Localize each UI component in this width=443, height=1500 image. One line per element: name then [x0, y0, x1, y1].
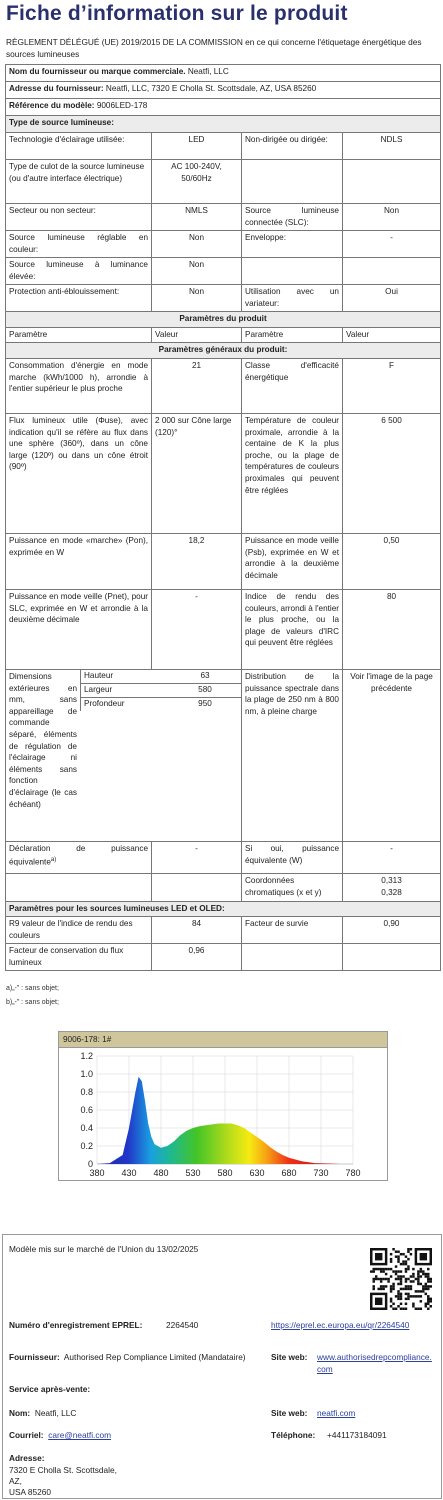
- mail-link[interactable]: care@neatfi.com: [48, 1430, 112, 1440]
- name-label: Nom:: [9, 1408, 31, 1418]
- site-label: Site web:: [271, 1408, 308, 1418]
- address-row: [6, 82, 441, 99]
- param-label: Température de couleur proximale, arrondie à la centaine de K la plus proche, ou la plage de températures de couleurs proximales qui peuvent être réglées: [242, 414, 343, 534]
- dimensions-subtable: [80, 670, 241, 841]
- addr-line: AZ,: [9, 1476, 22, 1486]
- dimension-row: [80, 670, 241, 684]
- param-label: Distribution de la puissance spectrale dans la plage de 250 nm à 800 nm, à pleine charge: [242, 670, 343, 842]
- type-value: Non: [152, 285, 242, 312]
- param-value: 0,50: [343, 534, 441, 590]
- y-tick-label: 0.2: [80, 1141, 93, 1151]
- name-line: [9, 1408, 76, 1420]
- y-tick-label: 1.0: [80, 1069, 93, 1079]
- y-tick-label: 0: [87, 1159, 93, 1169]
- param-label: Puissance en mode veille (Pnet), pour SLC, exprimée en W et arrondie à la deuxième décimale: [6, 590, 152, 670]
- param-value: 80: [343, 590, 441, 670]
- product-params-header: Paramètres du produit: [6, 312, 441, 328]
- type-label: Source lumineuse réglable en couleur:: [6, 231, 152, 258]
- led-params-header: Paramètres pour les sources lumineuses LED et OLED:: [6, 902, 441, 917]
- site-link[interactable]: neatfi.com: [317, 1408, 356, 1418]
- type-label: Source lumineuse connectée (SLC):: [242, 204, 343, 231]
- address-value: Neatfi, LLC, 7320 E Cholla St. Scottsdale, AZ, USA 85260: [105, 84, 317, 93]
- param-value: [343, 874, 441, 902]
- type-value: NMLS: [152, 204, 242, 231]
- col-header: Paramètre: [242, 328, 343, 343]
- dimension-name: Largeur: [84, 685, 113, 694]
- param-value: 6 500: [343, 414, 441, 534]
- dimension-row: [80, 684, 241, 698]
- type-value: Non: [152, 258, 242, 285]
- address-label: Adresse du fournisseur:: [9, 84, 104, 93]
- dimension-name: Profondeur: [84, 699, 125, 708]
- model-label: Référence du modèle:: [9, 101, 95, 110]
- param-label: [6, 842, 152, 874]
- param-value: 21: [152, 359, 242, 414]
- dimension-row: [80, 698, 241, 711]
- dimension-value: 63: [200, 671, 210, 680]
- footnote-a: a)„-‟ : sans objet;: [6, 985, 59, 992]
- eprel-link[interactable]: https://eprel.ec.europa.eu/qr/2264540: [271, 1320, 410, 1330]
- y-tick-label: 1.2: [80, 1051, 93, 1061]
- param-label: Puissance en mode «marche» (Pon), exprimée en W: [6, 534, 152, 590]
- param-label: Classe d'efficacité énergétique: [242, 359, 343, 414]
- param-label: Coordonnées chromatiques (x et y): [242, 874, 343, 902]
- chroma-x: 0,313: [381, 876, 402, 885]
- model-value: 9006LED-178: [96, 101, 148, 110]
- equiv-label: Déclaration de puissance équivalente: [9, 844, 148, 867]
- mail-label: Courriel:: [9, 1430, 44, 1440]
- y-tick-label: 0.6: [80, 1105, 93, 1115]
- type-label: Source lumineuse à luminance élevée:: [6, 258, 152, 285]
- dimensions-label: Dimensions extérieures en mm, sans appareillage de commande séparé, éléments de régulation de l'éclairage ni éléments sans fonction d'éclairage (le cas échéant): [9, 672, 77, 809]
- spectrum-chart: [58, 1031, 388, 1181]
- name-value: Neatfi, LLC: [34, 1408, 77, 1418]
- param-value: F: [343, 359, 441, 414]
- type-value: LED: [152, 133, 242, 160]
- supplier-line: [9, 1352, 259, 1364]
- x-tick-label: 630: [249, 1168, 265, 1178]
- type-value: NDLS: [343, 133, 441, 160]
- col-header: Paramètre: [6, 328, 152, 343]
- phone-value: +441173184091: [327, 1430, 387, 1440]
- empty-cell: [152, 874, 242, 902]
- col-header: Valeur: [152, 328, 242, 343]
- chroma-y: 0,328: [381, 887, 402, 897]
- type-value: [343, 160, 441, 204]
- dimension-value: 950: [198, 699, 212, 708]
- param-value: -: [152, 842, 242, 874]
- supplier-label: Fournisseur:: [9, 1352, 60, 1362]
- supplier-value: Authorised Rep Compliance Limited (Mandataire): [63, 1352, 246, 1362]
- footnote-ref: a): [50, 856, 57, 863]
- dimension-value: 580: [198, 685, 212, 694]
- x-tick-label: 530: [185, 1168, 201, 1178]
- param-value: 0,90: [343, 917, 441, 944]
- param-value: Voir l'image de la page précédente: [343, 670, 441, 842]
- dimensions-cell: [6, 670, 242, 842]
- param-value: -: [152, 590, 242, 670]
- model-row: [6, 99, 441, 116]
- param-label: Consommation d'énergie en mode marche (kWh/1000 h), arrondie à l'entier supérieur le plus proche: [6, 359, 152, 414]
- param-value: 2 000 sur Cône large (120)°: [152, 414, 242, 534]
- type-label: [242, 258, 343, 285]
- supplier-row: [6, 65, 441, 82]
- general-params-header: Paramètres généraux du produit:: [6, 343, 441, 359]
- type-header: Type de source lumineuse:: [6, 116, 441, 133]
- type-value: Oui: [343, 285, 441, 312]
- type-label: Utilisation avec un variateur:: [242, 285, 343, 312]
- param-value: [343, 944, 441, 971]
- y-tick-label: 0.4: [80, 1123, 93, 1133]
- param-value: 18,2: [152, 534, 242, 590]
- x-tick-label: 430: [121, 1168, 137, 1178]
- cap-type-sub: (ou d'autre interface électrique): [9, 173, 123, 183]
- x-tick-label: 780: [345, 1168, 361, 1178]
- empty-cell: [6, 874, 152, 902]
- param-label: Si oui, puissance équivalente (W): [242, 842, 343, 874]
- site-label: Site web:: [271, 1352, 308, 1362]
- type-label: Enveloppe:: [242, 231, 343, 258]
- type-label: [6, 160, 152, 204]
- regulation-text: RÈGLEMENT DÉLÉGUÉ (UE) 2019/2015 DE LA COMMISSION en ce qui concerne l'étiquetage énergétique des sources lumineuses: [6, 37, 422, 59]
- phone-label: Téléphone:: [271, 1430, 316, 1440]
- mail-line: [9, 1430, 111, 1442]
- product-info-table: [5, 64, 441, 971]
- footnote-b: b)„-‟ : sans objet;: [6, 999, 59, 1006]
- spectrum-plot: [59, 1048, 387, 1180]
- param-label: Indice de rendu des couleurs, arrondi à l'entier le plus proche, ou la plage de valeurs d'IRC qui peuvent être réglées: [242, 590, 343, 670]
- param-value: 84: [152, 917, 242, 944]
- addr-label: Adresse:: [9, 1453, 45, 1463]
- site-link[interactable]: www.authorisedrepcompliance.com: [317, 1352, 432, 1374]
- addr-line: 7320 E Cholla St. Scottsdale,: [9, 1465, 117, 1475]
- page-title: Fiche d’information sur le produit: [6, 2, 348, 25]
- service-label: Service après-vente:: [9, 1384, 91, 1394]
- param-label: Facteur de survie: [242, 917, 343, 944]
- type-label: Secteur ou non secteur:: [6, 204, 152, 231]
- x-tick-label: 730: [313, 1168, 329, 1178]
- type-value: AC 100-240V, 50/60Hz: [152, 160, 242, 204]
- dimension-name: Hauteur: [84, 671, 114, 680]
- type-value: Non: [343, 204, 441, 231]
- x-tick-label: 680: [281, 1168, 297, 1178]
- col-header: Valeur: [343, 328, 441, 343]
- type-label: Non-dirigée ou dirigée:: [242, 133, 343, 160]
- param-label: R9 valeur de l'indice de rendu des couleurs: [6, 917, 152, 944]
- param-label: Flux lumineux utile (Φuse), avec indication qu'il se réfère au flux dans une sphère (360º), dans un cône large (120º) ou dans un cône étroit (90º): [6, 414, 152, 534]
- type-value: [343, 258, 441, 285]
- chart-title: 9006-178: 1#: [59, 1032, 387, 1048]
- addr-line: USA 85260: [9, 1487, 51, 1497]
- type-value: -: [343, 231, 441, 258]
- cap-type-label: Type de culot de la source lumineuse: [9, 162, 145, 171]
- x-tick-label: 380: [89, 1168, 105, 1178]
- type-value: Non: [152, 231, 242, 258]
- param-label: Facteur de conservation du flux lumineux: [6, 944, 152, 971]
- eprel-label: Numéro d'enregistrement EPREL:: [9, 1320, 143, 1330]
- bottom-info-box: [2, 1234, 442, 1499]
- type-label: Technologie d'éclairage utilisée:: [6, 133, 152, 160]
- placed-on-market: Modèle mis sur le marché de l'Union du 13/02/2025: [9, 1244, 199, 1254]
- eprel-value: 2264540: [166, 1320, 199, 1330]
- param-value: -: [343, 842, 441, 874]
- type-label: [242, 160, 343, 204]
- param-label: [242, 944, 343, 971]
- param-label: Puissance en mode veille (Psb), exprimée en W et arrondie à la deuxième décimale: [242, 534, 343, 590]
- x-tick-label: 480: [153, 1168, 169, 1178]
- qr-code-icon[interactable]: [370, 1248, 432, 1310]
- x-tick-label: 580: [217, 1168, 233, 1178]
- supplier-label: Nom du fournisseur ou marque commerciale.: [9, 67, 186, 76]
- supplier-value: Neatfi, LLC: [187, 67, 229, 76]
- y-tick-label: 0.8: [80, 1087, 93, 1097]
- type-label: Protection anti-éblouissement:: [6, 285, 152, 312]
- param-value: 0,96: [152, 944, 242, 971]
